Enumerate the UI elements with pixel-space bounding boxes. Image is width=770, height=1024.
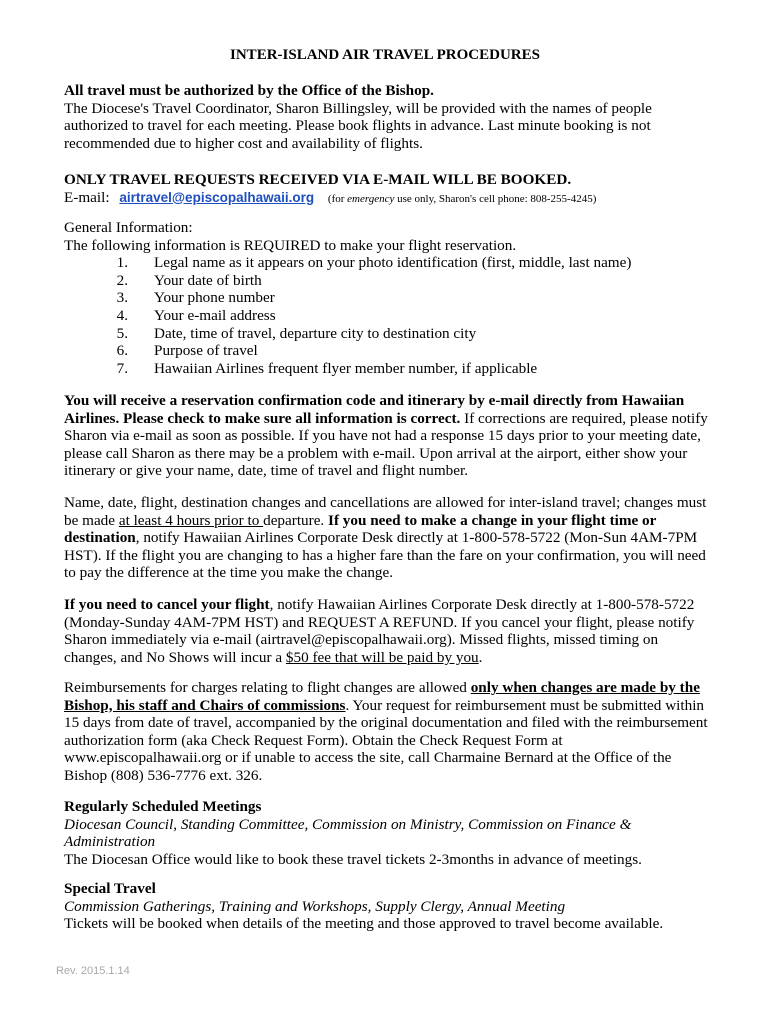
changes-underlined: at least 4 hours prior to [118, 511, 264, 529]
list-item-text: Your phone number [154, 289, 275, 307]
special-body: Tickets will be booked when details of the meeting and those approved to travel become available. [64, 915, 664, 933]
reimbursement-bold-underlined: only when changes are made by the Bishop, his staff and Chairs of commissions [64, 679, 700, 714]
authorization-body: The Diocese's Travel Coordinator, Sharon Billingsley, will be provided with the names of people authorized to travel for each meeting. Please book flights in advance. Last minute booking is not recommended due to higher cost and availability of flights. [64, 99, 652, 152]
confirmation-section [64, 392, 714, 480]
regular-body: The Diocesan Office would like to book these travel tickets 2-3months in advance of meetings. [64, 850, 642, 868]
reimbursement-text-2: . Your request for reimbursement must be submitted within 15 days from date of travel, accompanied by the original documentation and filed with the reimbursement authorization form (aka Check Request Form). Obtain the Check Request Form at www.episcopalhawaii.org or if unable to access the site, call Charmaine Bernard at the Office of the Bishop (808) 536-7776 ext. 326. [64, 696, 708, 784]
list-item-number: 4. [116, 306, 128, 324]
list-item [64, 289, 714, 307]
general-intro: The following information is REQUIRED to make your flight reservation. [64, 236, 517, 254]
authorization-heading: All travel must be authorized by the Office of the Bishop. [64, 82, 434, 99]
cancel-text-2: . [478, 648, 483, 666]
emergency-note-emphasis: emergency [347, 192, 395, 205]
list-item-text: Your e-mail address [154, 306, 276, 324]
page-title: INTER-ISLAND AIR TRAVEL PROCEDURES [230, 47, 540, 63]
list-item [64, 254, 714, 272]
email-link[interactable]: airtravel@episcopalhawaii.org [119, 189, 315, 205]
confirmation-paragraph [64, 392, 714, 480]
reimbursement-text-1: Reimbursements for charges relating to flight changes are allowed [64, 679, 471, 696]
list-item-text: Date, time of travel, departure city to destination city [154, 324, 477, 342]
list-item-number: 6. [116, 342, 128, 360]
list-item-text: Hawaiian Airlines frequent flyer member number, if applicable [154, 359, 538, 377]
authorization-section [64, 82, 714, 152]
cancel-paragraph [64, 596, 714, 666]
emergency-note-pre: (for [327, 192, 348, 205]
changes-text-1: Name, date, flight, destination changes and cancellations are allowed for inter-island travel; changes must be made [64, 494, 707, 529]
regular-meetings-section [64, 798, 714, 868]
cancel-bold: If you need to cancel your flight [64, 596, 270, 613]
confirmation-bold: You will receive a reservation confirmation code and itinerary by e-mail directly from Hawaiian Airlines. Please check to make sure all information is correct. [64, 392, 685, 427]
regular-heading: Regularly Scheduled Meetings [64, 798, 262, 815]
list-item-number: 1. [116, 254, 128, 272]
email-label: E-mail: [64, 188, 110, 206]
confirmation-rest: If corrections are required, please notify Sharon via e-mail as soon as possible. If you have not had a response 15 days prior to your meeting date, please call Sharon as there may be a problem with e-mail. Upon arrival at the airport, either show your itinerary or give your name, date, time of travel and flight number. [64, 409, 708, 480]
regular-groups: Diocesan Council, Standing Committee, Commission on Ministry, Commission on Finance & Administration [64, 815, 632, 851]
changes-bold: If you need to make a change in your flight time or destination [64, 511, 657, 547]
list-item-text: Legal name as it appears on your photo identification (first, middle, last name) [154, 254, 632, 272]
changes-text-2: departure. [263, 511, 329, 529]
special-groups: Commission Gatherings, Training and Workshops, Supply Clergy, Annual Meeting [64, 897, 566, 915]
revision-footer: Rev. 2015.1.14 [56, 965, 130, 977]
required-info-list [64, 254, 714, 377]
changes-paragraph [64, 494, 714, 582]
reimbursement-section [64, 679, 714, 785]
list-item-number: 3. [116, 289, 128, 307]
email-line [64, 189, 714, 209]
list-item-text: Purpose of travel [154, 342, 258, 360]
list-item-number: 7. [116, 359, 128, 377]
list-item [64, 325, 714, 343]
email-heading: ONLY TRAVEL REQUESTS RECEIVED VIA E-MAIL WILL BE BOOKED. [64, 171, 572, 188]
cancel-fee-underlined: $50 fee that will be paid by you [285, 648, 479, 666]
email-section [64, 171, 714, 208]
changes-section [64, 494, 714, 582]
emergency-note-post: use only, Sharon's cell phone: 808-255-4245) [394, 192, 597, 205]
general-heading: General Information: [64, 219, 193, 236]
changes-text-3: , notify Hawaiian Airlines Corporate Desk directly at 1-800-578-5722 (Mon-Sun 4AM-7PM HST). If the flight you are changing to has a higher fare than the fare on your confirmation, you will need to pay the difference at the time you make the change. [64, 529, 706, 582]
special-travel-section [64, 880, 714, 933]
list-item [64, 272, 714, 290]
list-item [64, 360, 714, 378]
general-info-section [64, 219, 714, 377]
list-item-number: 2. [116, 271, 128, 289]
list-item-text: Your date of birth [154, 271, 262, 289]
emergency-note [328, 193, 596, 205]
list-item-number: 5. [116, 324, 128, 342]
reimbursement-paragraph [64, 679, 714, 785]
cancel-section [64, 596, 714, 666]
special-heading: Special Travel [64, 880, 156, 897]
list-item [64, 342, 714, 360]
cancel-text-1: , notify Hawaiian Airlines Corporate Desk directly at 1-800-578-5722 (Monday-Sunday 4AM-7PM HST) and REQUEST A REFUND. If you cancel your flight, please notify Sharon immediately via e-mail (airtravel@episcopalhawaii.org). Missed flights, missed timing on changes, and No Shows will incur a [64, 596, 695, 666]
list-item [64, 307, 714, 325]
